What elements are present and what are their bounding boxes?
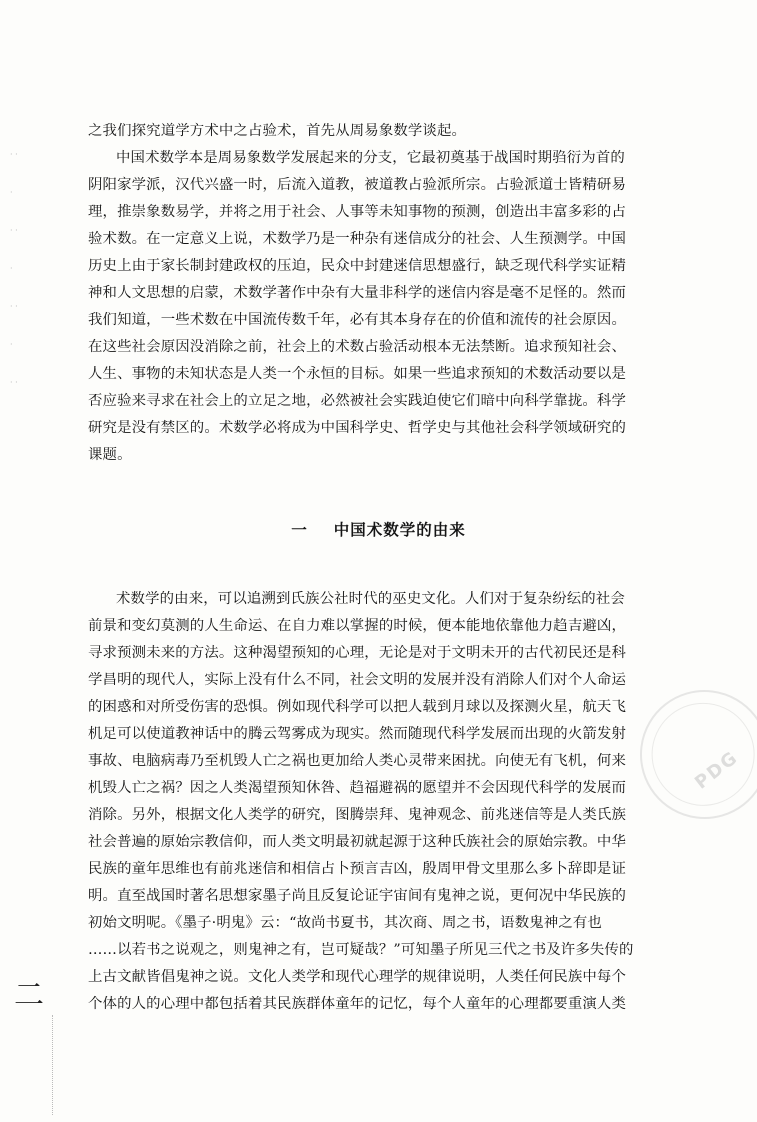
text-line: ……以若书之说观之，则鬼神之有，岂可疑哉？”可知墨子所见三代之书及许多失传的 bbox=[88, 942, 634, 958]
text-line: 历史上由于家长制封建政权的压迫，民众中封建迷信思想盛行，缺乏现代科学实证精 bbox=[88, 258, 627, 274]
text-line: 学昌明的现代人，实际上没有什么不同，社会文明的发展并没有消除人们对个人命运 bbox=[88, 672, 627, 688]
margin-scan-marks: · · · · · · · · · · · bbox=[10, 150, 18, 387]
text-line: 阴阳家学派，汉代兴盛一时，后流入道教，被道教占验派所宗。占验派道士皆精研易 bbox=[88, 177, 627, 193]
text-line: 神和人文思想的启蒙，术数学著作中杂有大量非科学的迷信内容是毫不足怪的。然而 bbox=[88, 285, 627, 301]
page-number: 二 bbox=[14, 978, 44, 1013]
text-line: 初始文明呢。《墨子·明鬼》云：“故尚书夏书，其次商、周之书，语数鬼神之有也 bbox=[88, 915, 602, 931]
text-line: 我们知道，一些术数在中国流传数千年，必有其本身存在的价值和流传的社会原因。 bbox=[88, 312, 627, 328]
watermark-text: PDG bbox=[691, 746, 743, 794]
text-line: 事故、电脑病毒乃至机毁人亡之祸也更加给人类心灵带来困扰。向使无有飞机，何来 bbox=[88, 753, 627, 769]
text-line: 明。直至战国时著名思想家墨子尚且反复论证宇宙间有鬼神之说，更何况中华民族的 bbox=[88, 888, 627, 904]
text-line: 术数学的由来，可以追溯到氏族公社时代的巫史文化。人们对于复杂纷纭的社会 bbox=[116, 591, 625, 607]
text-line: 社会普遍的原始宗教信仰，而人类文明最初就起源于这种氏族社会的原始宗教。中华 bbox=[88, 834, 627, 850]
text-line: 理，推崇象数易学，并将之用于社会、人事等未知事物的预测，创造出丰富多彩的占 bbox=[88, 204, 627, 220]
text-line: 个体的人的心理中都包括着其民族群体童年的记忆，每个人童年的心理都要重演人类 bbox=[88, 996, 627, 1012]
text-line: 上古文献皆倡鬼神之说。文化人类学和现代心理学的规律说明，人类任何民族中每个 bbox=[88, 969, 627, 985]
text-line: 前景和变幻莫测的人生命运、在自力难以掌握的时候，便本能地依靠他力趋吉避凶， bbox=[88, 618, 627, 634]
section-heading bbox=[0, 518, 757, 540]
text-line: 否应验来寻求在社会上的立足之地，必然被社会实践迫使它们暗中向科学靠拢。科学 bbox=[88, 393, 627, 409]
text-line: 验术数。在一定意义上说，术数学乃是一种杂有迷信成分的社会、人生预测学。中国 bbox=[88, 231, 627, 247]
text-line: 机足可以使道教神话中的腾云驾雾成为现实。然而随现代科学发展而出现的火箭发射 bbox=[88, 726, 627, 742]
text-line: 之我们探究道学方术中之占验术，首先从周易象数学谈起。 bbox=[88, 123, 467, 139]
text-line: 机毁人亡之祸？因之人类渴望预知休咎、趋福避祸的愿望并不会因现代科学的发展而 bbox=[88, 780, 627, 796]
text-line: 寻求预测未来的方法。这种渴望预知的心理，无论是对于文明未开的古代初民还是科 bbox=[88, 645, 627, 661]
text-line: 课题。 bbox=[88, 447, 132, 463]
text-line: 研究是没有禁区的。术数学必将成为中国科学史、哲学史与其他社会科学领域研究的 bbox=[88, 420, 627, 436]
text-line: 消除。另外，根据文化人类学的研究，图腾崇拜、鬼神观念、前兆迷信等是人类氏族 bbox=[88, 807, 627, 823]
text-line: 人生、事物的未知状态是人类一个永恒的目标。如果一些追求预知的术数活动要以是 bbox=[88, 366, 627, 382]
intro-paragraphs bbox=[88, 118, 700, 469]
section-title: 中国术数学的由来 bbox=[333, 521, 466, 539]
text-line: 的困惑和对所受伤害的恐惧。例如现代科学可以把人载到月球以及探测火星，航天飞 bbox=[88, 699, 627, 715]
text-line: 在这些社会原因没消除之前，社会上的术数占验活动根本无法禁断。追求预知社会、 bbox=[88, 339, 627, 355]
text-line: 中国术数学本是周易象数学发展起来的分支，它最初奠基于战国时期驺衍为首的 bbox=[116, 150, 625, 166]
margin-dotted-line bbox=[52, 1015, 55, 1115]
body-paragraph bbox=[88, 586, 700, 1018]
section-number: 一 bbox=[291, 521, 308, 539]
text-line: 民族的童年思维也有前兆迷信和相信占卜预言吉凶，殷周甲骨文里那么多卜辞即是证 bbox=[88, 861, 627, 877]
